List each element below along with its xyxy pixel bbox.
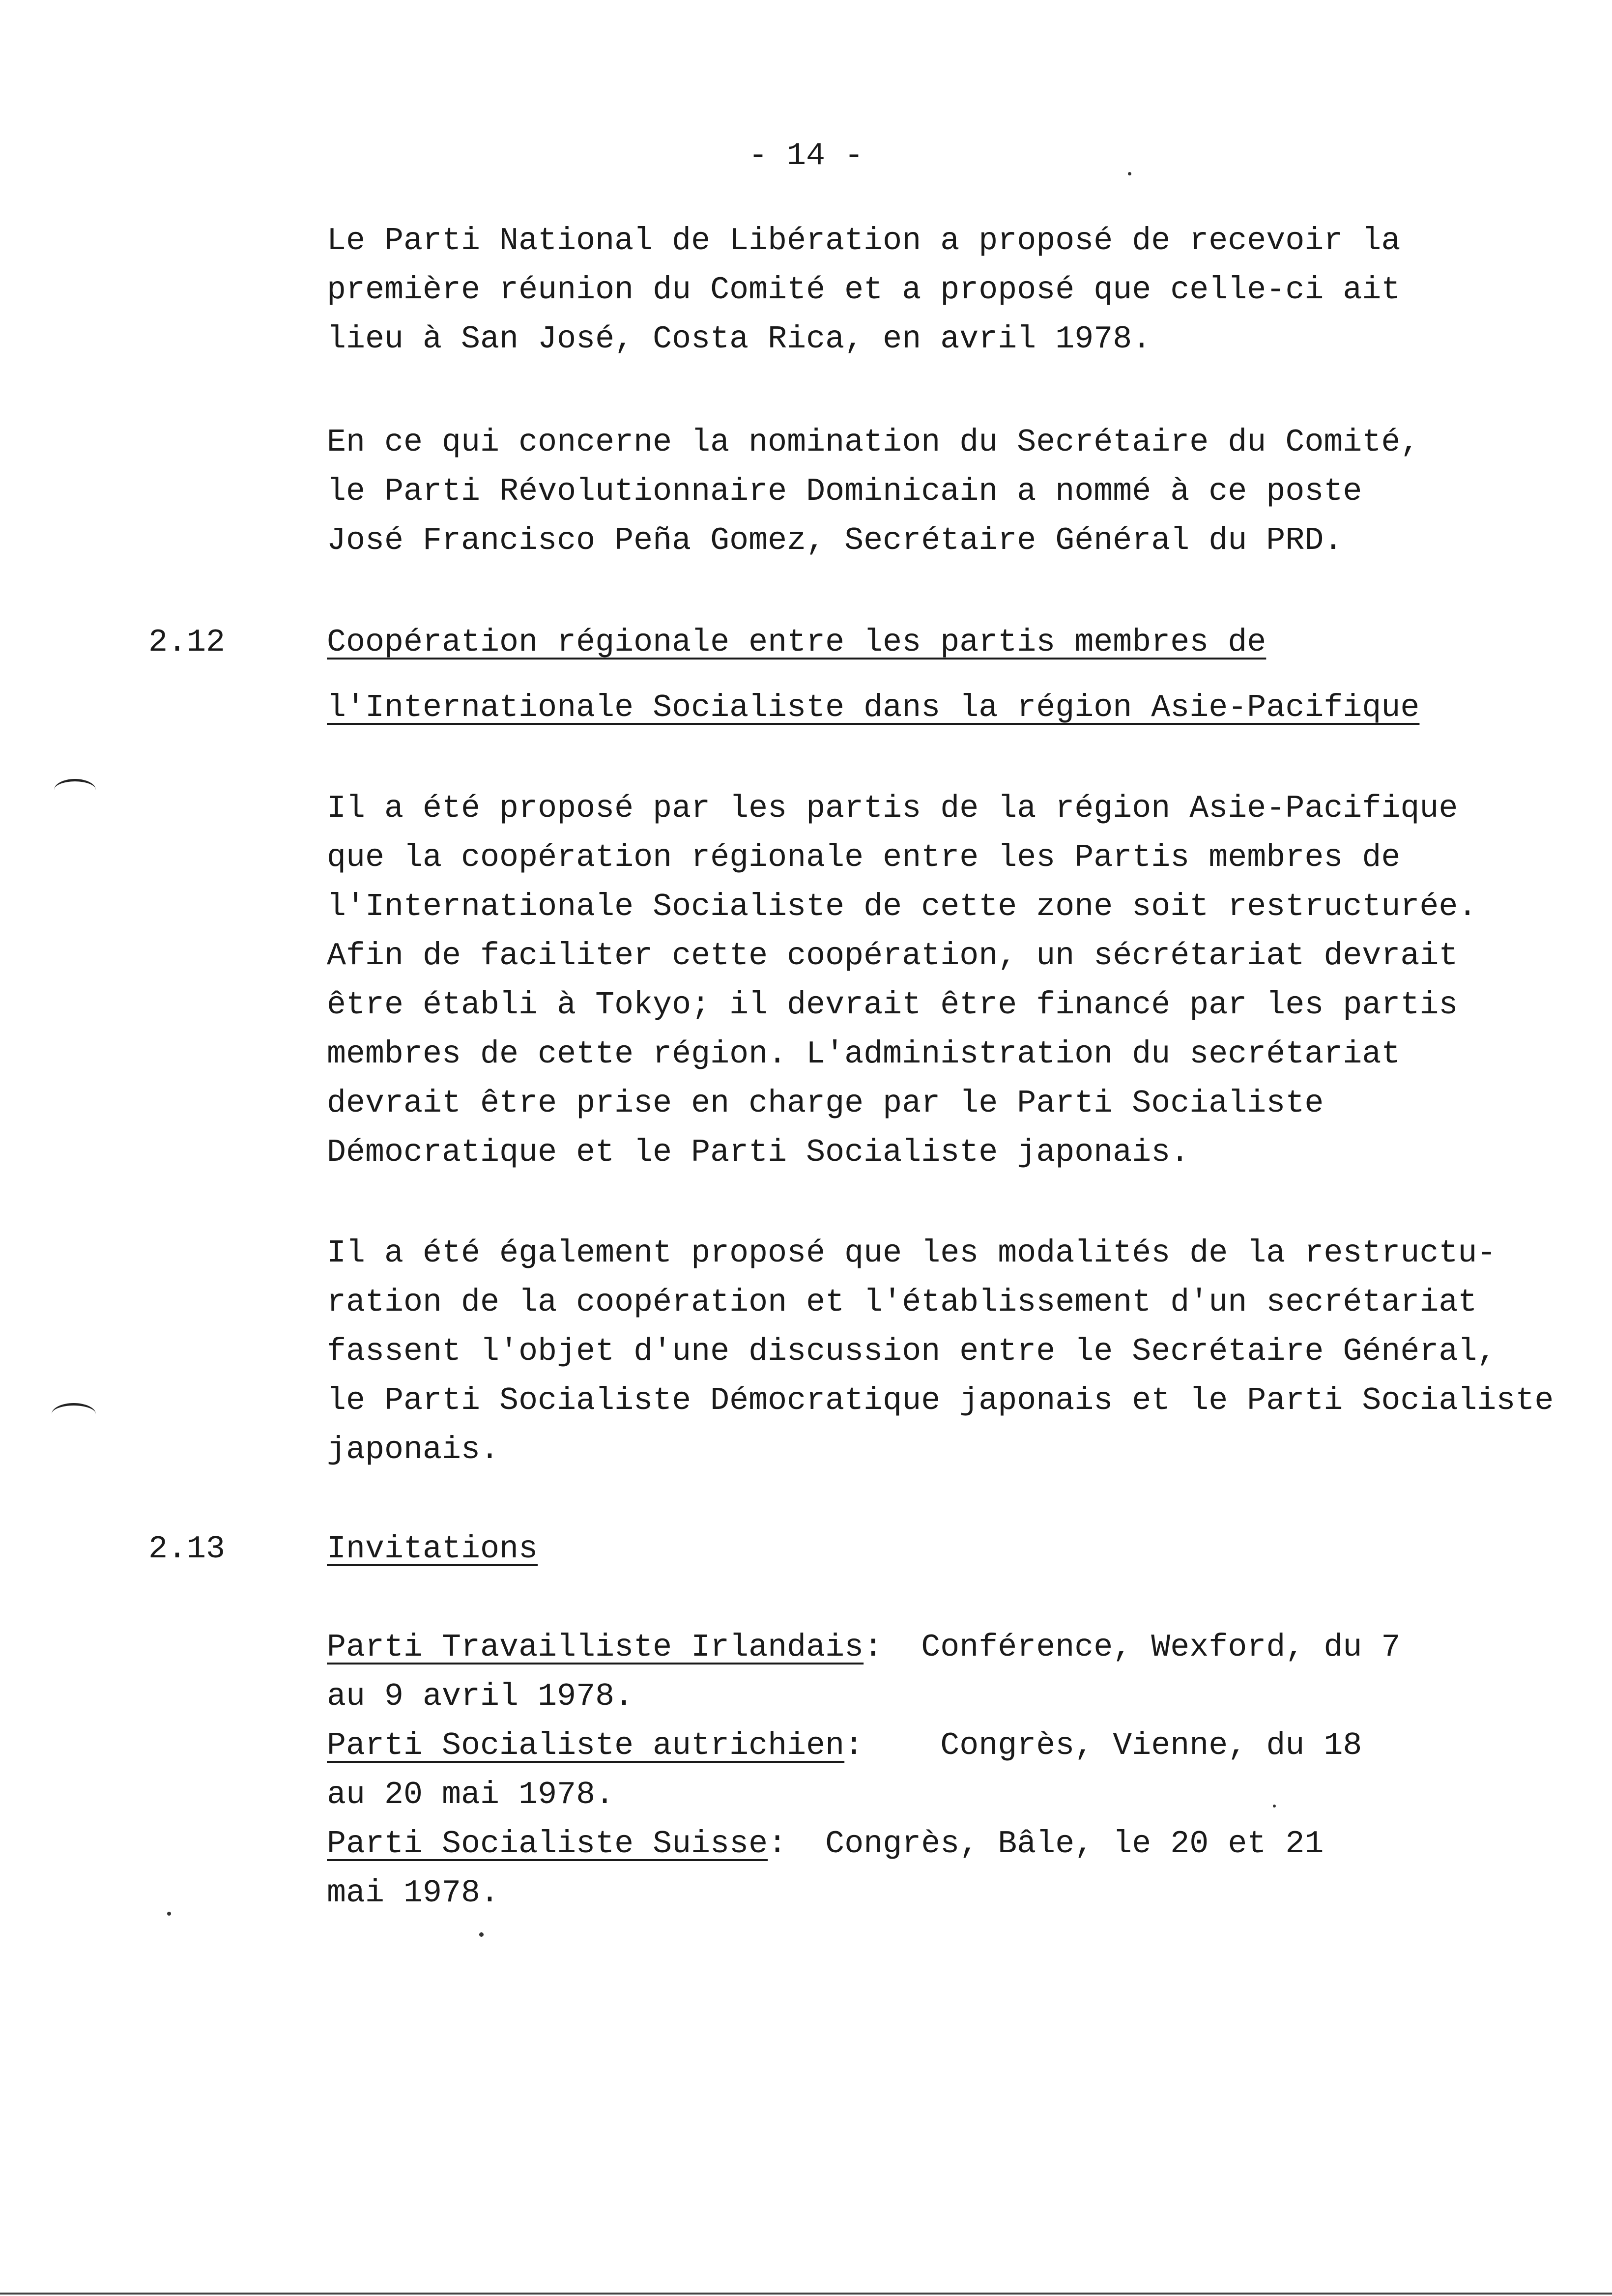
section-title-invitations: Invitations [327,1531,538,1567]
scan-speck [1128,172,1131,175]
text-line: En ce qui concerne la nomination du Secrétaire du Comité, [327,424,1420,460]
invitation-continuation: au 20 mai 1978. [327,1777,615,1813]
invitation-continuation: mai 1978. [327,1875,500,1911]
invitation-line [327,1819,1400,1868]
invitation-continuation: au 9 avril 1978. [327,1678,634,1715]
invitation-line [327,1721,1400,1770]
text-line: que la coopération régionale entre les Partis membres de [327,839,1401,876]
invitation-party: Parti Socialiste Suisse [327,1826,768,1862]
section-2-12-paragraph-1 [327,784,1477,1177]
text-line: fassent l'objet d'une discussion entre le Secrétaire Général, [327,1333,1497,1370]
scan-mark [54,779,96,801]
intro-paragraph-2 [327,418,1419,565]
text-line: membres de cette région. L'administration du secrétariat [327,1036,1401,1072]
scan-speck [1273,1805,1276,1808]
text-line: première réunion du Comité et a proposé que celle-ci ait [327,272,1401,308]
scan-speck [479,1932,484,1937]
text-line: le Parti Révolutionnaire Dominicain a nommé à ce poste [327,473,1362,510]
invitation-separator: : [768,1826,787,1862]
text-line: Démocratique et le Parti Socialiste japonais. [327,1134,1190,1171]
text-line: Il a été proposé par les partis de la région Asie-Pacifique [327,790,1458,827]
invitation-detail: Conférence, Wexford, du 7 [883,1629,1401,1665]
page-number: - 14 - [748,138,864,174]
text-line: José Francisco Peña Gomez, Secrétaire Général du PRD. [327,522,1343,559]
invitations-list [327,1623,1400,1918]
invitation-party: Parti Travailliste Irlandais [327,1629,864,1665]
intro-paragraph-1 [327,216,1400,364]
section-title-line-2: l'Internationale Socialiste dans la région Asie-Pacifique [327,689,1420,726]
section-title-line-1: Coopération régionale entre les partis membres de [327,624,1267,660]
text-line: devrait être prise en charge par le Parti Socialiste [327,1085,1324,1121]
section-number-2-13: 2.13 [148,1531,226,1567]
section-2-12-paragraph-2 [327,1229,1554,1474]
scan-edge-line [0,2293,1612,2295]
scan-speck [167,1912,171,1916]
invitation-detail: Congrès, Vienne, du 18 [864,1727,1362,1764]
text-line: Afin de faciliter cette coopération, un sécrétariat devrait [327,938,1458,974]
text-line: l'Internationale Socialiste de cette zone soit restructurée. [327,889,1477,925]
text-line: ration de la coopération et l'établissement d'un secrétariat [327,1284,1477,1320]
invitation-line [327,1623,1400,1672]
invitation-party: Parti Socialiste autrichien [327,1727,845,1764]
invitation-separator: : [844,1727,864,1764]
text-line: le Parti Socialiste Démocratique japonais et le Parti Socialiste [327,1382,1554,1419]
section-number-2-12: 2.12 [148,624,226,660]
text-line: japonais. [327,1432,500,1468]
text-line: Le Parti National de Libération a proposé de recevoir la [327,223,1401,259]
text-line: Il a été également proposé que les modalités de la restructu- [327,1235,1497,1271]
text-line: être établi à Tokyo; il devrait être financé par les partis [327,987,1458,1023]
invitation-detail: Congrès, Bâle, le 20 et 21 [787,1826,1324,1862]
invitation-separator: : [864,1629,883,1665]
scan-mark [52,1403,96,1425]
text-line: lieu à San José, Costa Rica, en avril 1978. [327,321,1151,357]
